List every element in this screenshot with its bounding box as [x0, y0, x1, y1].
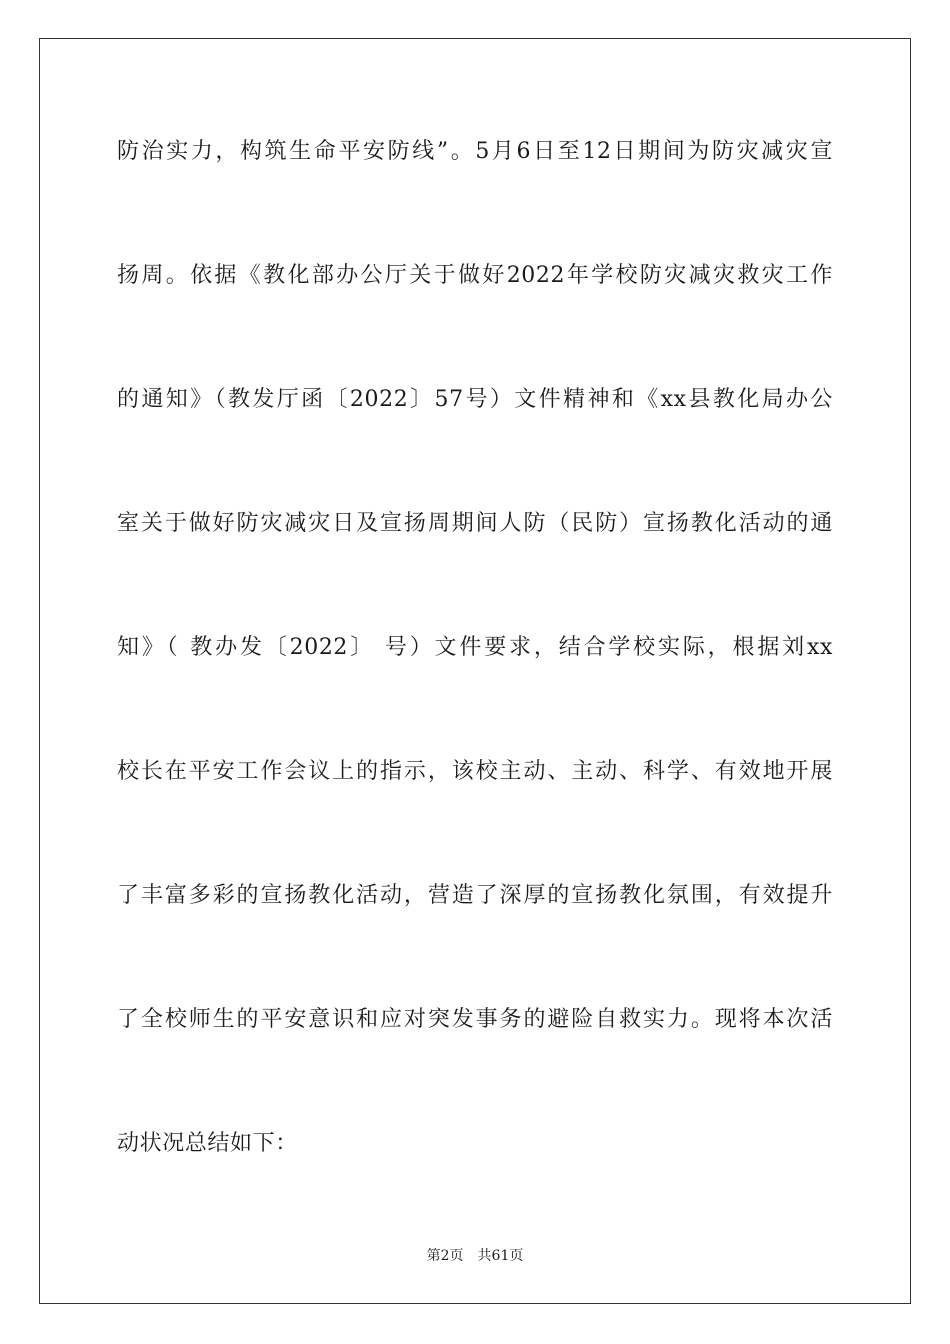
paragraph-line: 校长在平安工作会议上的指示，该校主动、主动、科学、有效地开展: [117, 759, 833, 784]
paragraph-line: 的通知》（教发厅函〔2022〕57号）文件精神和《xx县教化局办公: [117, 387, 833, 412]
paragraph-line: 扬周。依据《教化部办公厅关于做好2022年学校防灾减灾救灾工作: [117, 263, 833, 288]
paragraph-line: 室关于做好防灾减灾日及宣扬周期间人防（民防）宣扬教化活动的通: [117, 511, 833, 536]
paragraph-line: 防治实力，构筑生命平安防线”。5月6日至12日期间为防灾减灾宣: [117, 139, 833, 164]
paragraph-line: 动状况总结如下：: [117, 1131, 298, 1156]
paragraph-line: 了全校师生的平安意识和应对突发事务的避险自救实力。现将本次活: [117, 1007, 833, 1032]
paragraph-line: 知》（ 教办发〔2022〕 号）文件要求，结合学校实际，根据刘xx: [117, 635, 833, 660]
paragraph-line: 了丰富多彩的宣扬教化活动，营造了深厚的宣扬教化氛围，有效提升: [117, 883, 833, 908]
page-border: [39, 38, 911, 1304]
page-number-footer: 第2页 共61页: [426, 1248, 524, 1264]
